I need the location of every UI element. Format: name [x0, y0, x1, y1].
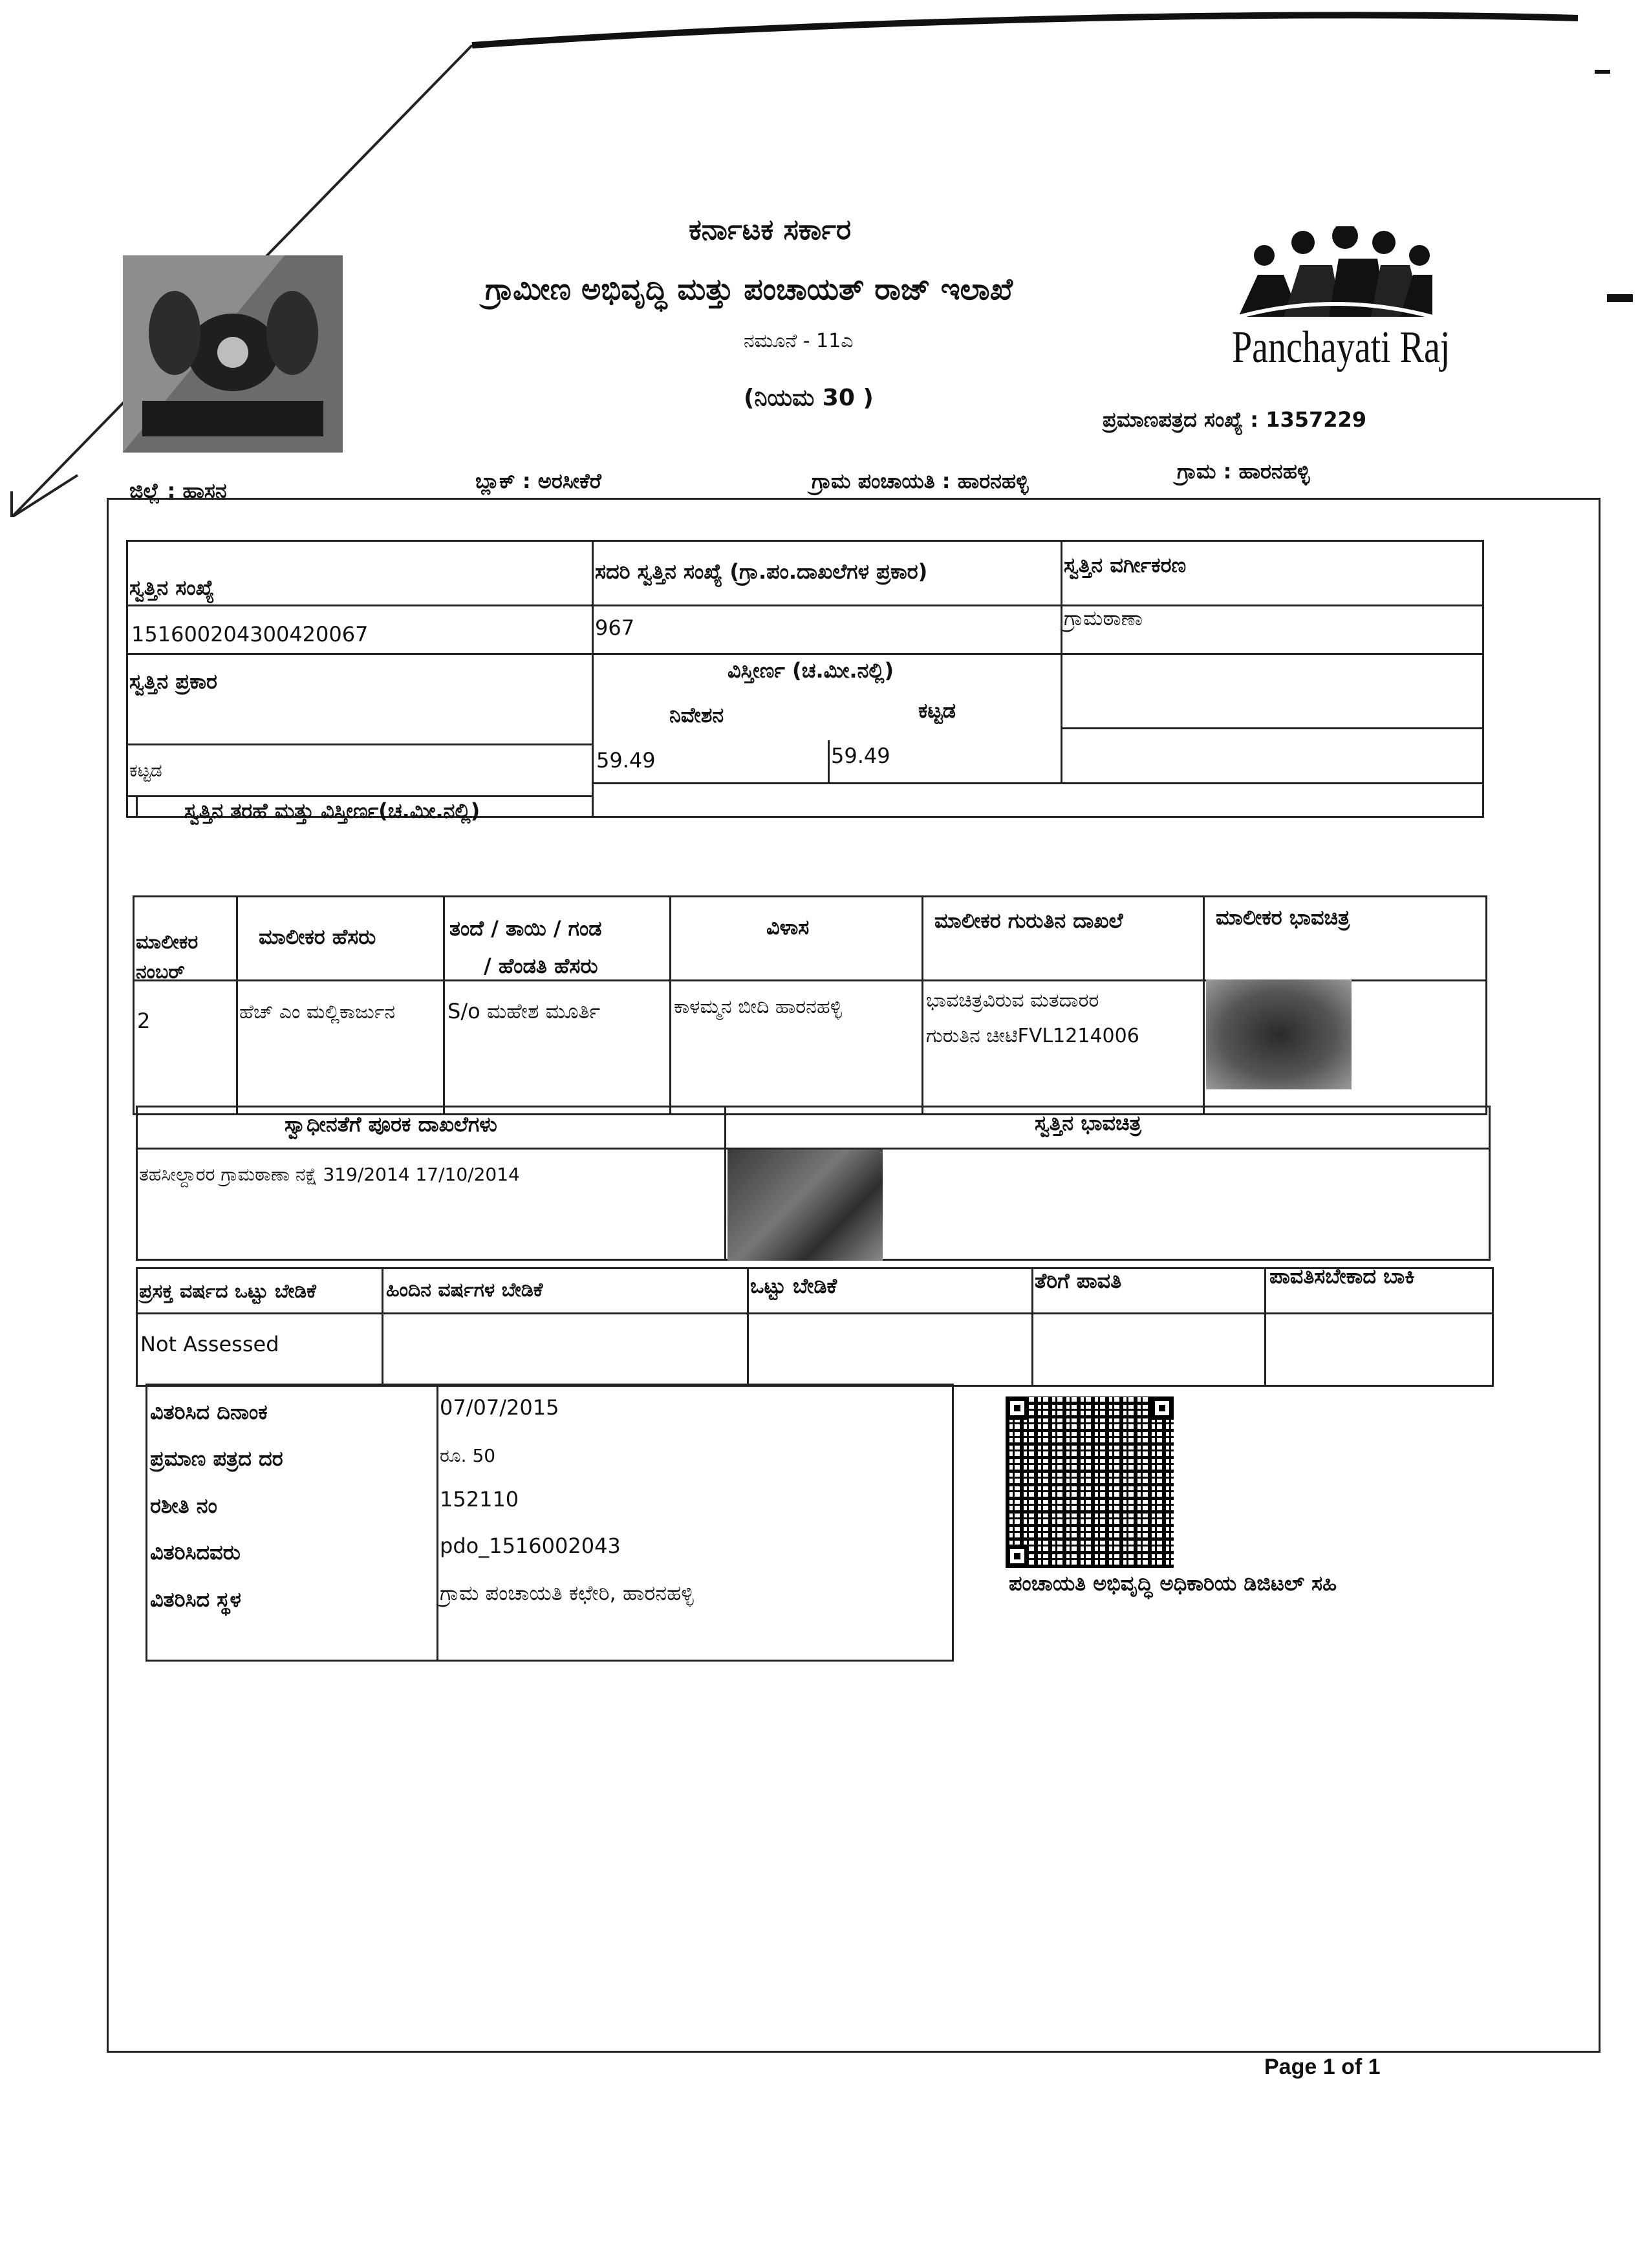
property-id-label: ಸ್ವತ್ತಿನ ಸಂಖ್ಯೆ [129, 575, 215, 600]
department-title: ಗ್ರಾಮೀಣ ಅಭಿವೃದ್ಧಿ ಮತ್ತು ಪಂಚಾಯತ್ ರಾಜ್ ಇಲಾಖೆ [485, 272, 1013, 306]
supporting-documents-value: ತಹಸೀಲ್ದಾರರ ಗ್ರಾಮಠಾಣಾ ನಕ್ಷೆ 319/2014 17/10/2014 [139, 1164, 520, 1185]
issuer-label: ವಿತರಿಸಿದವರು [150, 1540, 241, 1565]
qr-code [1006, 1396, 1174, 1568]
certificate-number: ಪ್ರಮಾಣಪತ್ರದ ಸಂಖ್ಯೆ : 1357229 [1103, 407, 1367, 432]
tax-paid-header: ತೆರಿಗೆ ಪಾವತಿ [1035, 1268, 1122, 1293]
government-title: ಕರ್ನಾಟಕ ಸರ್ಕಾರ [689, 213, 852, 246]
fee-label: ಪ್ರಮಾಣ ಪತ್ರದ ದರ [150, 1446, 283, 1471]
address-header: ವಿಳಾಸ [766, 915, 810, 939]
balance-due-header: ಪಾವತಿಸಬೇಕಾದ ಬಾಕಿ [1269, 1264, 1415, 1289]
issue-date-label: ವಿತರಿಸಿದ ದಿನಾಂಕ [150, 1400, 268, 1424]
issuer-value: pdo_1516002043 [440, 1534, 621, 1558]
owner-number-header: ಮಾಲೀಕರ ನಂಬರ್ [136, 931, 199, 983]
fee-value: ರೂ. 50 [440, 1445, 496, 1466]
property-photo [727, 1150, 883, 1261]
id-document-header: ಮಾಲೀಕರ ಗುರುತಿನ ದಾಖಲೆ [934, 908, 1123, 933]
address-value: ಕಾಳಮ್ಮನ ಬೀದಿ ಹಾರನಹಳ್ಳಿ [674, 996, 842, 1018]
digital-signature-label: ಪಂಚಾಯತಿ ಅಭಿವೃದ್ಧಿ ಅಧಿಕಾರಿಯ ಡಿಜಿಟಲ್ ಸಹಿ [1009, 1571, 1337, 1596]
rule-number: (ನಿಯಮ 30 ) [744, 385, 874, 411]
logo-text: Panchayati Raj [1232, 323, 1450, 372]
local-number-value: 967 [595, 615, 635, 640]
receipt-number-label: ರಶೀತಿ ನಂ [150, 1493, 217, 1518]
owner-number-value: 2 [137, 1009, 151, 1033]
form-number: ನಮೂನೆ - 11ಎ [744, 330, 854, 352]
property-type-value: ಕಟ್ಟಡ [129, 760, 162, 781]
classification-value: ಗ್ರಾಮಠಾಣಾ [1064, 606, 1143, 630]
supporting-documents-label: ಸ್ವಾಧೀನತೆಗೆ ಪೂರಕ ದಾಖಲೆಗಳು [285, 1112, 497, 1137]
id-document-value-line2: ಗುರುತಿನ ಚೀಟಿFVL1214006 [926, 1025, 1139, 1047]
relation-value: S/o ಮಹೇಶ ಮೂರ್ತಿ [447, 999, 601, 1023]
current-year-demand-header: ಪ್ರಸಕ್ತ ವರ್ಷದ ಒಟ್ಟು ಬೇಡಿಕೆ [139, 1280, 316, 1303]
owner-photo [1206, 979, 1352, 1089]
building-label: ಕಟ್ಟಡ [918, 698, 956, 723]
property-id-value: 151600204300420067 [131, 622, 369, 647]
site-area-value: 59.49 [596, 748, 656, 773]
block-label: ಬ್ಲಾಕ್ : ಅರಸೀಕೆರೆ [475, 469, 601, 493]
area-label: ವಿಸ್ತೀರ್ಣ (ಚ.ಮೀ.ನಲ್ಲಿ) [727, 658, 894, 683]
site-label: ನಿವೇಶನ [669, 703, 724, 727]
karnataka-emblem [123, 255, 343, 453]
emblem-icon [123, 255, 343, 453]
relation-header-line2: / ಹೆಂಡತಿ ಹೆಸರು [484, 954, 598, 978]
village-label: ಗ್ರಾಮ : ಹಾರನಹಳ್ಳಿ [1177, 459, 1310, 484]
issue-place-value: ಗ್ರಾಮ ಪಂಚಾಯತಿ ಕಛೇರಿ, ಹಾರನಹಳ್ಳಿ [440, 1581, 694, 1605]
building-area-value: 59.49 [831, 744, 890, 768]
panchayati-raj-logo [1232, 226, 1478, 388]
local-number-label: ಸದರಿ ಸ್ವತ್ತಿನ ಸಂಖ್ಯೆ (ಗ್ರಾ.ಪಂ.ದಾಖಲೆಗಳ ಪ್ರಕಾರ) [595, 559, 928, 584]
people-logo-icon [1238, 226, 1432, 320]
type-and-area-label: ಸ್ವತ್ತಿನ ತರಹೆ ಮತ್ತು ವಿಸ್ತೀರ್ಣ(ಚ.ಮೀ.ನಲ್ಲಿ) [184, 798, 480, 823]
issue-place-label: ವಿತರಿಸಿದ ಸ್ಥಳ [150, 1587, 241, 1612]
classification-label: ಸ್ವತ್ತಿನ ವರ್ಗೀಕರಣ [1064, 553, 1187, 577]
property-type-label: ಸ್ವತ್ತಿನ ಪ್ರಕಾರ [129, 669, 217, 694]
receipt-number-value: 152110 [440, 1487, 519, 1512]
owner-name-value: ಹೆಚ್ ಎಂ ಮಲ್ಲಿಕಾರ್ಜುನ [239, 1001, 396, 1023]
issue-details-table [146, 1384, 954, 1662]
owner-name-header: ಮಾಲೀಕರ ಹೆಸರು [259, 925, 376, 949]
current-year-demand-value: Not Assessed [140, 1332, 279, 1356]
relation-header-line1: ತಂದೆ / ತಾಯಿ / ಗಂಡ [449, 916, 602, 941]
previous-years-demand-header: ಹಿಂದಿನ ವರ್ಷಗಳ ಬೇಡಿಕೆ [386, 1279, 543, 1301]
gram-panchayat-label: ಗ್ರಾಮ ಪಂಚಾಯತಿ : ಹಾರನಹಳ್ಳಿ [812, 469, 1029, 493]
owner-photo-header: ಮಾಲೀಕರ ಭಾವಚಿತ್ರ [1216, 905, 1350, 930]
district-label: ಜಿಲ್ಲೆ : ಹಾಸನ [129, 478, 227, 503]
id-document-value-line1: ಭಾವಚಿತ್ರವಿರುವ ಮತದಾರರ [926, 989, 1099, 1012]
total-demand-header: ಒಟ್ಟು ಬೇಡಿಕೆ [750, 1274, 837, 1298]
page-number: Page 1 of 1 [1264, 2055, 1381, 2079]
issue-date-value: 07/07/2015 [440, 1395, 559, 1420]
property-photo-label: ಸ್ವತ್ತಿನ ಭಾವಚಿತ್ರ [1035, 1111, 1141, 1135]
